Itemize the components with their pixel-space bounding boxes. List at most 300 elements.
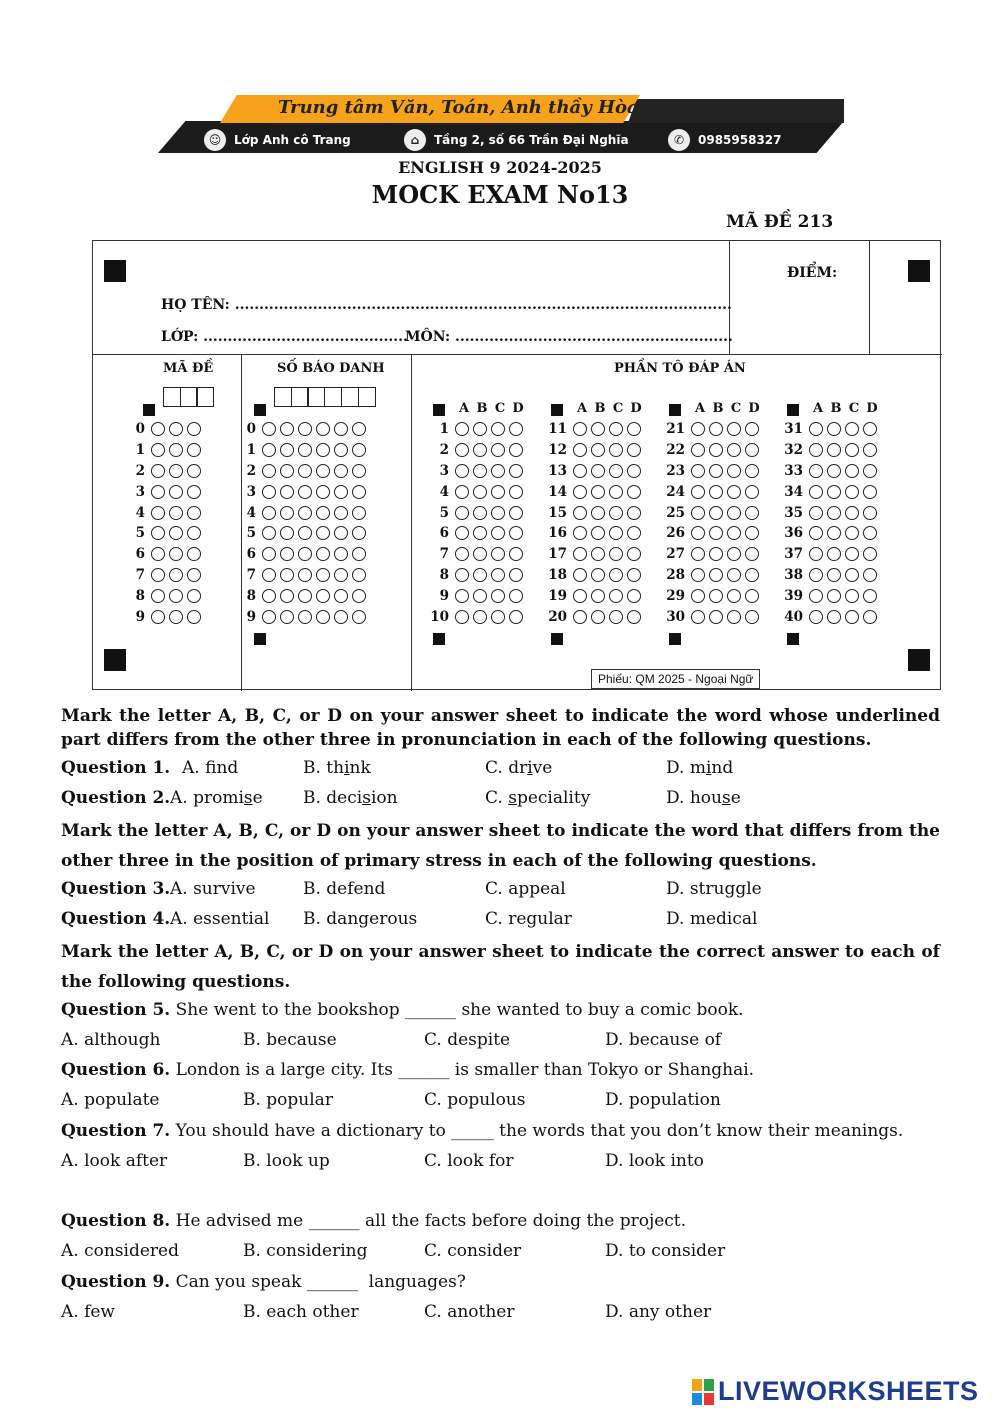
option-a[interactable]: A. considered <box>61 1241 179 1261</box>
answer-bubble[interactable] <box>627 506 641 520</box>
answer-bubble[interactable] <box>473 443 487 457</box>
student-id-bubble[interactable] <box>262 610 276 624</box>
student-id-bubble[interactable] <box>316 464 330 478</box>
answer-bubble[interactable] <box>727 464 741 478</box>
student-id-bubble[interactable] <box>280 443 294 457</box>
option-b[interactable]: B. each other <box>243 1302 359 1322</box>
exam-code-bubble[interactable] <box>151 443 165 457</box>
student-id-bubble[interactable] <box>298 568 312 582</box>
answer-bubble[interactable] <box>809 422 823 436</box>
answer-bubble[interactable] <box>573 526 587 540</box>
digit-box[interactable] <box>163 387 181 407</box>
answer-bubble[interactable] <box>691 589 705 603</box>
answer-bubble[interactable] <box>509 506 523 520</box>
answer-bubble[interactable] <box>691 568 705 582</box>
answer-bubble[interactable] <box>827 526 841 540</box>
digit-box[interactable] <box>291 387 309 407</box>
answer-bubble[interactable] <box>591 485 605 499</box>
answer-bubble[interactable] <box>491 589 505 603</box>
exam-code-bubble[interactable] <box>151 589 165 603</box>
answer-bubble[interactable] <box>727 547 741 561</box>
answer-bubble[interactable] <box>727 485 741 499</box>
exam-code-bubble[interactable] <box>169 443 183 457</box>
option-a[interactable]: A. although <box>61 1030 161 1050</box>
answer-bubble[interactable] <box>609 610 623 624</box>
answer-bubble[interactable] <box>591 422 605 436</box>
answer-bubble[interactable] <box>845 547 859 561</box>
student-id-bubble[interactable] <box>298 610 312 624</box>
exam-code-bubble[interactable] <box>151 610 165 624</box>
answer-bubble[interactable] <box>691 506 705 520</box>
answer-bubble[interactable] <box>491 526 505 540</box>
answer-bubble[interactable] <box>609 422 623 436</box>
answer-bubble[interactable] <box>727 506 741 520</box>
answer-bubble[interactable] <box>473 568 487 582</box>
answer-bubble[interactable] <box>809 568 823 582</box>
option-a[interactable]: A. populate <box>61 1090 160 1110</box>
liveworksheets-logo[interactable]: LIVEWORKSHEETS <box>692 1376 979 1407</box>
student-id-bubble[interactable] <box>298 485 312 499</box>
answer-bubble[interactable] <box>627 568 641 582</box>
student-id-bubble[interactable] <box>334 610 348 624</box>
student-id-bubble[interactable] <box>316 589 330 603</box>
answer-bubble[interactable] <box>863 485 877 499</box>
option-c[interactable]: C. consider <box>424 1241 522 1261</box>
option-d[interactable]: D. population <box>605 1090 721 1110</box>
answer-bubble[interactable] <box>573 485 587 499</box>
answer-bubble[interactable] <box>709 568 723 582</box>
answer-bubble[interactable] <box>745 547 759 561</box>
student-id-bubble[interactable] <box>280 547 294 561</box>
option-d[interactable]: D. mind <box>666 758 734 778</box>
option-b[interactable]: B. popular <box>243 1090 333 1110</box>
answer-bubble[interactable] <box>827 485 841 499</box>
student-id-bubble[interactable] <box>280 526 294 540</box>
answer-bubble[interactable] <box>727 568 741 582</box>
digit-box[interactable] <box>274 387 292 407</box>
student-id-bubble[interactable] <box>298 547 312 561</box>
digit-box[interactable] <box>307 387 325 407</box>
answer-bubble[interactable] <box>591 610 605 624</box>
answer-bubble[interactable] <box>691 422 705 436</box>
option-b[interactable]: B. dangerous <box>303 909 418 929</box>
answer-bubble[interactable] <box>573 589 587 603</box>
answer-bubble[interactable] <box>609 464 623 478</box>
answer-bubble[interactable] <box>727 526 741 540</box>
exam-code-bubble[interactable] <box>151 464 165 478</box>
answer-bubble[interactable] <box>845 443 859 457</box>
student-id-bubble[interactable] <box>280 506 294 520</box>
exam-code-bubble[interactable] <box>169 547 183 561</box>
answer-bubble[interactable] <box>691 443 705 457</box>
student-id-bubble[interactable] <box>280 589 294 603</box>
exam-code-bubble[interactable] <box>169 589 183 603</box>
exam-code-bubble[interactable] <box>187 485 201 499</box>
answer-bubble[interactable] <box>745 443 759 457</box>
option-a[interactable]: A. essential <box>170 909 270 929</box>
name-field[interactable]: HỌ TÊN: ...................................................................................................... <box>161 297 732 313</box>
exam-code-bubble[interactable] <box>187 422 201 436</box>
student-id-bubble[interactable] <box>280 464 294 478</box>
answer-bubble[interactable] <box>509 568 523 582</box>
answer-bubble[interactable] <box>591 568 605 582</box>
exam-code-bubble[interactable] <box>187 610 201 624</box>
answer-bubble[interactable] <box>745 485 759 499</box>
student-id-bubble[interactable] <box>262 547 276 561</box>
answer-bubble[interactable] <box>709 589 723 603</box>
answer-bubble[interactable] <box>727 589 741 603</box>
answer-bubble[interactable] <box>809 485 823 499</box>
digit-box[interactable] <box>341 387 359 407</box>
exam-code-bubble[interactable] <box>169 526 183 540</box>
answer-bubble[interactable] <box>691 464 705 478</box>
answer-bubble[interactable] <box>709 485 723 499</box>
digit-box[interactable] <box>196 387 214 407</box>
answer-bubble[interactable] <box>573 568 587 582</box>
answer-bubble[interactable] <box>727 443 741 457</box>
answer-bubble[interactable] <box>473 526 487 540</box>
answer-bubble[interactable] <box>709 464 723 478</box>
exam-code-bubble[interactable] <box>169 506 183 520</box>
answer-bubble[interactable] <box>609 443 623 457</box>
exam-code-bubble[interactable] <box>187 443 201 457</box>
answer-bubble[interactable] <box>609 526 623 540</box>
answer-bubble[interactable] <box>809 526 823 540</box>
answer-bubble[interactable] <box>727 422 741 436</box>
answer-bubble[interactable] <box>845 526 859 540</box>
answer-bubble[interactable] <box>573 464 587 478</box>
answer-bubble[interactable] <box>709 610 723 624</box>
answer-bubble[interactable] <box>809 443 823 457</box>
answer-bubble[interactable] <box>845 485 859 499</box>
answer-bubble[interactable] <box>627 547 641 561</box>
exam-code-bubble[interactable] <box>151 506 165 520</box>
student-id-bubble[interactable] <box>262 506 276 520</box>
option-d[interactable]: D. to consider <box>605 1241 726 1261</box>
answer-bubble[interactable] <box>691 526 705 540</box>
student-id-bubble[interactable] <box>262 485 276 499</box>
answer-bubble[interactable] <box>473 589 487 603</box>
answer-bubble[interactable] <box>745 589 759 603</box>
answer-bubble[interactable] <box>863 610 877 624</box>
student-id-bubble[interactable] <box>316 547 330 561</box>
answer-bubble[interactable] <box>455 464 469 478</box>
student-id-bubble[interactable] <box>262 568 276 582</box>
answer-bubble[interactable] <box>509 485 523 499</box>
answer-bubble[interactable] <box>609 547 623 561</box>
answer-bubble[interactable] <box>455 589 469 603</box>
exam-code-bubble[interactable] <box>151 547 165 561</box>
exam-code-bubble[interactable] <box>187 589 201 603</box>
exam-code-bubble[interactable] <box>187 526 201 540</box>
answer-bubble[interactable] <box>491 422 505 436</box>
answer-bubble[interactable] <box>827 568 841 582</box>
student-id-bubble[interactable] <box>316 485 330 499</box>
exam-code-bubble[interactable] <box>187 506 201 520</box>
answer-bubble[interactable] <box>845 610 859 624</box>
option-c[interactable]: C. despite <box>424 1030 511 1050</box>
answer-bubble[interactable] <box>573 506 587 520</box>
answer-bubble[interactable] <box>609 506 623 520</box>
option-d[interactable]: D. medical <box>666 909 758 929</box>
answer-bubble[interactable] <box>691 610 705 624</box>
answer-bubble[interactable] <box>473 485 487 499</box>
answer-bubble[interactable] <box>845 464 859 478</box>
answer-bubble[interactable] <box>509 589 523 603</box>
answer-bubble[interactable] <box>863 589 877 603</box>
student-id-bubble[interactable] <box>262 464 276 478</box>
exam-code-bubble[interactable] <box>151 485 165 499</box>
student-id-bubble[interactable] <box>262 589 276 603</box>
option-c[interactable]: C. regular <box>485 909 572 929</box>
answer-bubble[interactable] <box>745 526 759 540</box>
answer-bubble[interactable] <box>627 610 641 624</box>
answer-bubble[interactable] <box>573 610 587 624</box>
option-b[interactable]: B. look up <box>243 1151 330 1171</box>
student-id-bubble[interactable] <box>352 464 366 478</box>
student-id-bubble[interactable] <box>352 506 366 520</box>
answer-bubble[interactable] <box>827 506 841 520</box>
answer-bubble[interactable] <box>627 443 641 457</box>
answer-bubble[interactable] <box>745 464 759 478</box>
option-c[interactable]: C. populous <box>424 1090 526 1110</box>
answer-bubble[interactable] <box>473 547 487 561</box>
answer-bubble[interactable] <box>591 547 605 561</box>
answer-bubble[interactable] <box>745 506 759 520</box>
student-id-bubble[interactable] <box>280 610 294 624</box>
answer-bubble[interactable] <box>845 568 859 582</box>
answer-bubble[interactable] <box>627 589 641 603</box>
answer-bubble[interactable] <box>863 568 877 582</box>
exam-code-bubble[interactable] <box>187 547 201 561</box>
option-c[interactable]: C. speciality <box>485 788 591 808</box>
answer-bubble[interactable] <box>745 610 759 624</box>
answer-bubble[interactable] <box>573 547 587 561</box>
answer-bubble[interactable] <box>491 506 505 520</box>
student-id-bubble[interactable] <box>262 443 276 457</box>
answer-bubble[interactable] <box>863 464 877 478</box>
student-id-bubble[interactable] <box>352 610 366 624</box>
exam-code-boxes[interactable] <box>163 387 213 411</box>
answer-bubble[interactable] <box>827 422 841 436</box>
exam-code-bubble[interactable] <box>169 568 183 582</box>
option-c[interactable]: C. look for <box>424 1151 514 1171</box>
student-id-bubble[interactable] <box>262 526 276 540</box>
option-a[interactable]: A. fnd <box>182 758 239 778</box>
answer-bubble[interactable] <box>591 464 605 478</box>
answer-bubble[interactable] <box>473 422 487 436</box>
answer-bubble[interactable] <box>591 443 605 457</box>
answer-bubble[interactable] <box>845 589 859 603</box>
answer-bubble[interactable] <box>809 610 823 624</box>
option-b[interactable]: B. defend <box>303 879 386 899</box>
student-id-bubble[interactable] <box>280 568 294 582</box>
answer-bubble[interactable] <box>609 568 623 582</box>
answer-bubble[interactable] <box>627 422 641 436</box>
answer-bubble[interactable] <box>627 464 641 478</box>
answer-bubble[interactable] <box>455 568 469 582</box>
student-id-bubble[interactable] <box>298 464 312 478</box>
answer-bubble[interactable] <box>509 547 523 561</box>
answer-bubble[interactable] <box>691 547 705 561</box>
option-b[interactable]: B. decision <box>303 788 398 808</box>
option-c[interactable]: C. drive <box>485 758 553 778</box>
answer-bubble[interactable] <box>809 506 823 520</box>
answer-bubble[interactable] <box>609 589 623 603</box>
digit-box[interactable] <box>180 387 198 407</box>
student-id-bubble[interactable] <box>316 443 330 457</box>
answer-bubble[interactable] <box>863 547 877 561</box>
answer-bubble[interactable] <box>455 422 469 436</box>
option-a[interactable]: A. promise <box>170 788 263 808</box>
option-d[interactable]: D. look into <box>605 1151 704 1171</box>
student-id-bubble[interactable] <box>316 568 330 582</box>
option-a[interactable]: A. few <box>61 1302 115 1322</box>
answer-bubble[interactable] <box>573 422 587 436</box>
answer-bubble[interactable] <box>455 547 469 561</box>
answer-bubble[interactable] <box>627 485 641 499</box>
answer-bubble[interactable] <box>491 568 505 582</box>
answer-bubble[interactable] <box>455 610 469 624</box>
answer-bubble[interactable] <box>455 485 469 499</box>
answer-bubble[interactable] <box>863 443 877 457</box>
answer-bubble[interactable] <box>491 443 505 457</box>
answer-bubble[interactable] <box>491 547 505 561</box>
student-id-bubble[interactable] <box>280 422 294 436</box>
answer-bubble[interactable] <box>691 485 705 499</box>
answer-bubble[interactable] <box>863 506 877 520</box>
option-c[interactable]: C. another <box>424 1302 515 1322</box>
student-id-bubble[interactable] <box>298 422 312 436</box>
answer-bubble[interactable] <box>709 547 723 561</box>
answer-bubble[interactable] <box>491 464 505 478</box>
student-id-boxes[interactable] <box>274 387 374 411</box>
student-id-bubble[interactable] <box>334 485 348 499</box>
answer-bubble[interactable] <box>491 485 505 499</box>
class-field[interactable]: LỚP: .......................................... <box>161 329 408 345</box>
answer-bubble[interactable] <box>827 547 841 561</box>
option-d[interactable]: D. struggle <box>666 879 762 899</box>
student-id-bubble[interactable] <box>352 568 366 582</box>
answer-bubble[interactable] <box>491 610 505 624</box>
answer-bubble[interactable] <box>591 589 605 603</box>
answer-bubble[interactable] <box>709 526 723 540</box>
student-id-bubble[interactable] <box>334 443 348 457</box>
exam-code-bubble[interactable] <box>187 464 201 478</box>
answer-bubble[interactable] <box>709 443 723 457</box>
answer-bubble[interactable] <box>809 547 823 561</box>
answer-bubble[interactable] <box>827 589 841 603</box>
answer-bubble[interactable] <box>473 506 487 520</box>
answer-bubble[interactable] <box>509 526 523 540</box>
student-id-bubble[interactable] <box>352 485 366 499</box>
student-id-bubble[interactable] <box>352 422 366 436</box>
option-a[interactable]: A. look after <box>61 1151 168 1171</box>
digit-box[interactable] <box>324 387 342 407</box>
student-id-bubble[interactable] <box>352 526 366 540</box>
student-id-bubble[interactable] <box>298 443 312 457</box>
option-d[interactable]: D. any other <box>605 1302 712 1322</box>
answer-bubble[interactable] <box>609 485 623 499</box>
exam-code-bubble[interactable] <box>151 568 165 582</box>
student-id-bubble[interactable] <box>334 547 348 561</box>
student-id-bubble[interactable] <box>316 422 330 436</box>
answer-bubble[interactable] <box>455 526 469 540</box>
answer-bubble[interactable] <box>845 422 859 436</box>
answer-bubble[interactable] <box>509 443 523 457</box>
answer-bubble[interactable] <box>827 464 841 478</box>
answer-bubble[interactable] <box>455 506 469 520</box>
student-id-bubble[interactable] <box>316 526 330 540</box>
answer-bubble[interactable] <box>509 464 523 478</box>
option-d[interactable]: D. because of <box>605 1030 722 1050</box>
student-id-bubble[interactable] <box>262 422 276 436</box>
answer-bubble[interactable] <box>455 443 469 457</box>
exam-code-bubble[interactable] <box>169 485 183 499</box>
student-id-bubble[interactable] <box>298 506 312 520</box>
option-b[interactable]: B. think <box>303 758 371 778</box>
answer-bubble[interactable] <box>727 610 741 624</box>
option-a[interactable]: A. survive <box>170 879 256 899</box>
exam-code-bubble[interactable] <box>169 422 183 436</box>
digit-box[interactable] <box>358 387 376 407</box>
answer-bubble[interactable] <box>573 443 587 457</box>
answer-bubble[interactable] <box>809 464 823 478</box>
student-id-bubble[interactable] <box>352 589 366 603</box>
answer-bubble[interactable] <box>709 422 723 436</box>
student-id-bubble[interactable] <box>352 547 366 561</box>
student-id-bubble[interactable] <box>316 506 330 520</box>
exam-code-bubble[interactable] <box>169 610 183 624</box>
option-d[interactable]: D. house <box>666 788 741 808</box>
student-id-bubble[interactable] <box>334 589 348 603</box>
student-id-bubble[interactable] <box>352 443 366 457</box>
exam-code-bubble[interactable] <box>151 422 165 436</box>
option-c[interactable]: C. appeal <box>485 879 566 899</box>
option-b[interactable]: B. considering <box>243 1241 368 1261</box>
answer-bubble[interactable] <box>473 610 487 624</box>
answer-bubble[interactable] <box>827 610 841 624</box>
student-id-bubble[interactable] <box>316 610 330 624</box>
answer-bubble[interactable] <box>473 464 487 478</box>
exam-code-bubble[interactable] <box>187 568 201 582</box>
answer-bubble[interactable] <box>745 422 759 436</box>
answer-bubble[interactable] <box>745 568 759 582</box>
answer-bubble[interactable] <box>809 589 823 603</box>
answer-bubble[interactable] <box>863 422 877 436</box>
student-id-bubble[interactable] <box>334 568 348 582</box>
student-id-bubble[interactable] <box>334 422 348 436</box>
answer-bubble[interactable] <box>591 506 605 520</box>
student-id-bubble[interactable] <box>334 506 348 520</box>
answer-bubble[interactable] <box>627 526 641 540</box>
option-b[interactable]: B. because <box>243 1030 337 1050</box>
answer-bubble[interactable] <box>863 526 877 540</box>
student-id-bubble[interactable] <box>298 589 312 603</box>
answer-bubble[interactable] <box>509 610 523 624</box>
answer-bubble[interactable] <box>845 506 859 520</box>
exam-code-bubble[interactable] <box>169 464 183 478</box>
answer-bubble[interactable] <box>591 526 605 540</box>
student-id-bubble[interactable] <box>334 464 348 478</box>
student-id-bubble[interactable] <box>298 526 312 540</box>
answer-bubble[interactable] <box>827 443 841 457</box>
student-id-bubble[interactable] <box>334 526 348 540</box>
answer-bubble[interactable] <box>709 506 723 520</box>
answer-bubble[interactable] <box>509 422 523 436</box>
student-id-bubble[interactable] <box>280 485 294 499</box>
subject-field[interactable]: MÔN: ......................................................... <box>405 329 733 345</box>
